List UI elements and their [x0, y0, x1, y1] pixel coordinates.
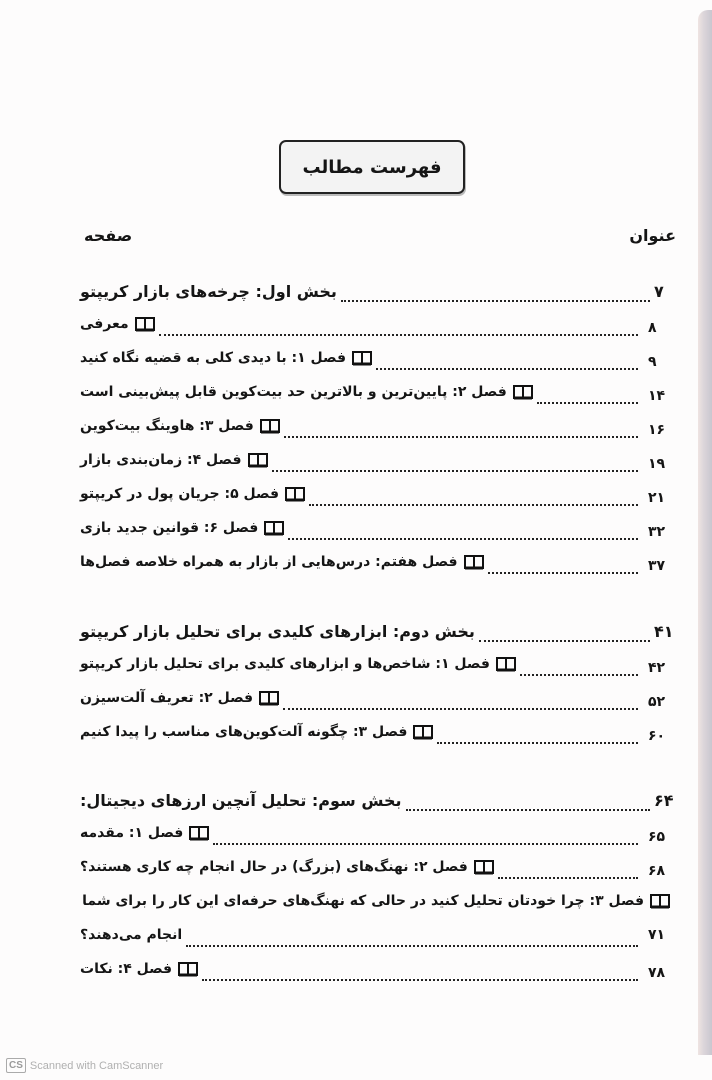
entry-title: فصل ۳: چگونه آلت‌کوین‌های مناسب را پیدا کنیم	[80, 724, 408, 740]
entry-title: فصل ۲: تعریف آلت‌سیزن	[80, 690, 254, 706]
page-number: ۱۶	[648, 422, 666, 438]
page-number: ۹	[648, 354, 657, 370]
entry-title: فصل ۱: شاخص‌ها و ابزارهای کلیدی برای تحلیل بازار کریپتو	[80, 656, 490, 672]
book-icon	[264, 520, 284, 536]
leader-dots	[283, 708, 638, 710]
page-number: ۷۱	[648, 927, 666, 943]
entry-title: فصل ۶: قوانین جدید بازی	[80, 520, 259, 536]
book-icon	[474, 859, 494, 875]
page-number: ۳۲	[648, 524, 666, 540]
toc-entry[interactable]	[80, 656, 670, 684]
page-number: ۶۸	[648, 863, 666, 879]
entry-title: فصل ۴: نکات	[80, 961, 173, 977]
leader-dots	[213, 843, 638, 845]
entry-title: معرفی	[80, 316, 129, 332]
book-icon	[464, 554, 484, 570]
column-header-page: صفحه	[84, 226, 133, 245]
book-icon	[178, 961, 198, 977]
leader-dots	[309, 504, 638, 506]
page-number: ۶۰	[648, 728, 666, 744]
toc-entry[interactable]	[80, 452, 670, 480]
leader-dots	[488, 572, 638, 574]
toc-entry-continuation[interactable]	[80, 927, 670, 955]
book-icon	[260, 418, 280, 434]
entry-title: فصل ۳: چرا خودتان تحلیل کنید در حالی که نهنگ‌های حرفه‌ای این کار را برای شما	[82, 893, 644, 909]
toc-entry[interactable]	[80, 520, 670, 548]
toc-section[interactable]	[80, 622, 676, 650]
entry-title: فصل ۵: جریان پول در کریپتو	[80, 486, 279, 502]
toc-entry[interactable]	[80, 825, 670, 853]
page-number: ۷۸	[648, 965, 666, 981]
watermark-text: Scanned with CamScanner	[29, 1059, 164, 1072]
leader-dots	[520, 674, 638, 676]
entry-title: فصل ۳: هاوینگ بیت‌کوین	[80, 418, 254, 434]
leader-dots	[284, 436, 638, 438]
book-icon	[259, 690, 279, 706]
toc-entry[interactable]	[80, 384, 670, 412]
book-icon	[413, 724, 433, 740]
page-number: ۴۲	[648, 660, 666, 676]
book-icon	[135, 316, 155, 332]
toc-entry[interactable]	[80, 418, 670, 446]
toc-section[interactable]	[80, 791, 676, 819]
toc-entry[interactable]	[80, 724, 670, 752]
leader-dots	[537, 402, 638, 404]
toc-entry-first-line[interactable]	[82, 893, 670, 921]
page-number: ۸	[648, 320, 657, 336]
toc-entry[interactable]	[80, 554, 670, 582]
book-icon	[650, 893, 670, 909]
page-number: ۲۱	[648, 490, 666, 506]
entry-title-continuation: انجام می‌دهند؟	[80, 927, 183, 943]
book-icon	[285, 486, 305, 502]
toc-entry[interactable]	[80, 961, 670, 989]
leader-dots	[186, 945, 638, 947]
leader-dots	[376, 368, 638, 370]
toc-heading-box	[279, 140, 465, 194]
page-number: ۱۴	[648, 388, 666, 404]
entry-title: فصل ۴: زمان‌بندی بازار	[80, 452, 242, 468]
page-number: ۱۹	[648, 456, 666, 472]
leader-dots	[437, 742, 638, 744]
toc-entry[interactable]	[80, 316, 670, 344]
leader-dots	[272, 470, 639, 472]
entry-title: فصل ۲: نهنگ‌های (بزرگ) در حال انجام چه کاری هستند؟	[80, 859, 468, 875]
section-title: بخش سوم: تحلیل آنچین ارزهای دیجیتال:	[80, 791, 402, 810]
leader-dots	[498, 877, 638, 879]
toc-entry[interactable]	[80, 486, 670, 514]
page-number: ۵۲	[648, 694, 666, 710]
toc-entry[interactable]	[80, 859, 670, 887]
leader-dots	[159, 334, 638, 336]
leader-dots	[202, 979, 638, 981]
page-number: ۴۱	[654, 622, 674, 641]
toc-heading: فهرست مطالب	[302, 156, 442, 178]
book-icon	[352, 350, 372, 366]
page-number: ۶۴	[654, 791, 674, 810]
leader-dots	[479, 640, 650, 642]
entry-title: فصل ۲: پایین‌ترین و بالاترین حد بیت‌کوین قابل پیش‌بینی است	[80, 384, 507, 400]
scanner-watermark	[6, 1058, 163, 1073]
toc-section[interactable]	[80, 282, 676, 310]
leader-dots	[341, 300, 650, 302]
camscanner-logo: CS	[6, 1058, 26, 1073]
book-icon	[189, 825, 209, 841]
page-edge-shadow	[698, 10, 712, 1055]
toc-entry[interactable]	[80, 350, 670, 378]
book-icon	[496, 656, 516, 672]
section-title: بخش اول: چرخه‌های بازار کریپتو	[80, 282, 337, 301]
book-icon	[513, 384, 533, 400]
leader-dots	[288, 538, 638, 540]
entry-title: فصل ۱: مقدمه	[80, 825, 184, 841]
page-number: ۷	[654, 282, 664, 301]
book-icon	[248, 452, 268, 468]
entry-title: فصل ۱: با دیدی کلی به قضیه نگاه کنید	[80, 350, 346, 366]
toc-entry[interactable]	[80, 690, 670, 718]
section-title: بخش دوم: ابزارهای کلیدی برای تحلیل بازار کریپتو	[80, 622, 475, 641]
entry-title: فصل هفتم: درس‌هایی از بازار به همراه خلاصه فصل‌ها	[80, 554, 458, 570]
page-number: ۶۵	[648, 829, 666, 845]
page-number: ۳۷	[648, 558, 666, 574]
column-header-title: عنوان	[629, 226, 676, 245]
leader-dots	[406, 809, 650, 811]
